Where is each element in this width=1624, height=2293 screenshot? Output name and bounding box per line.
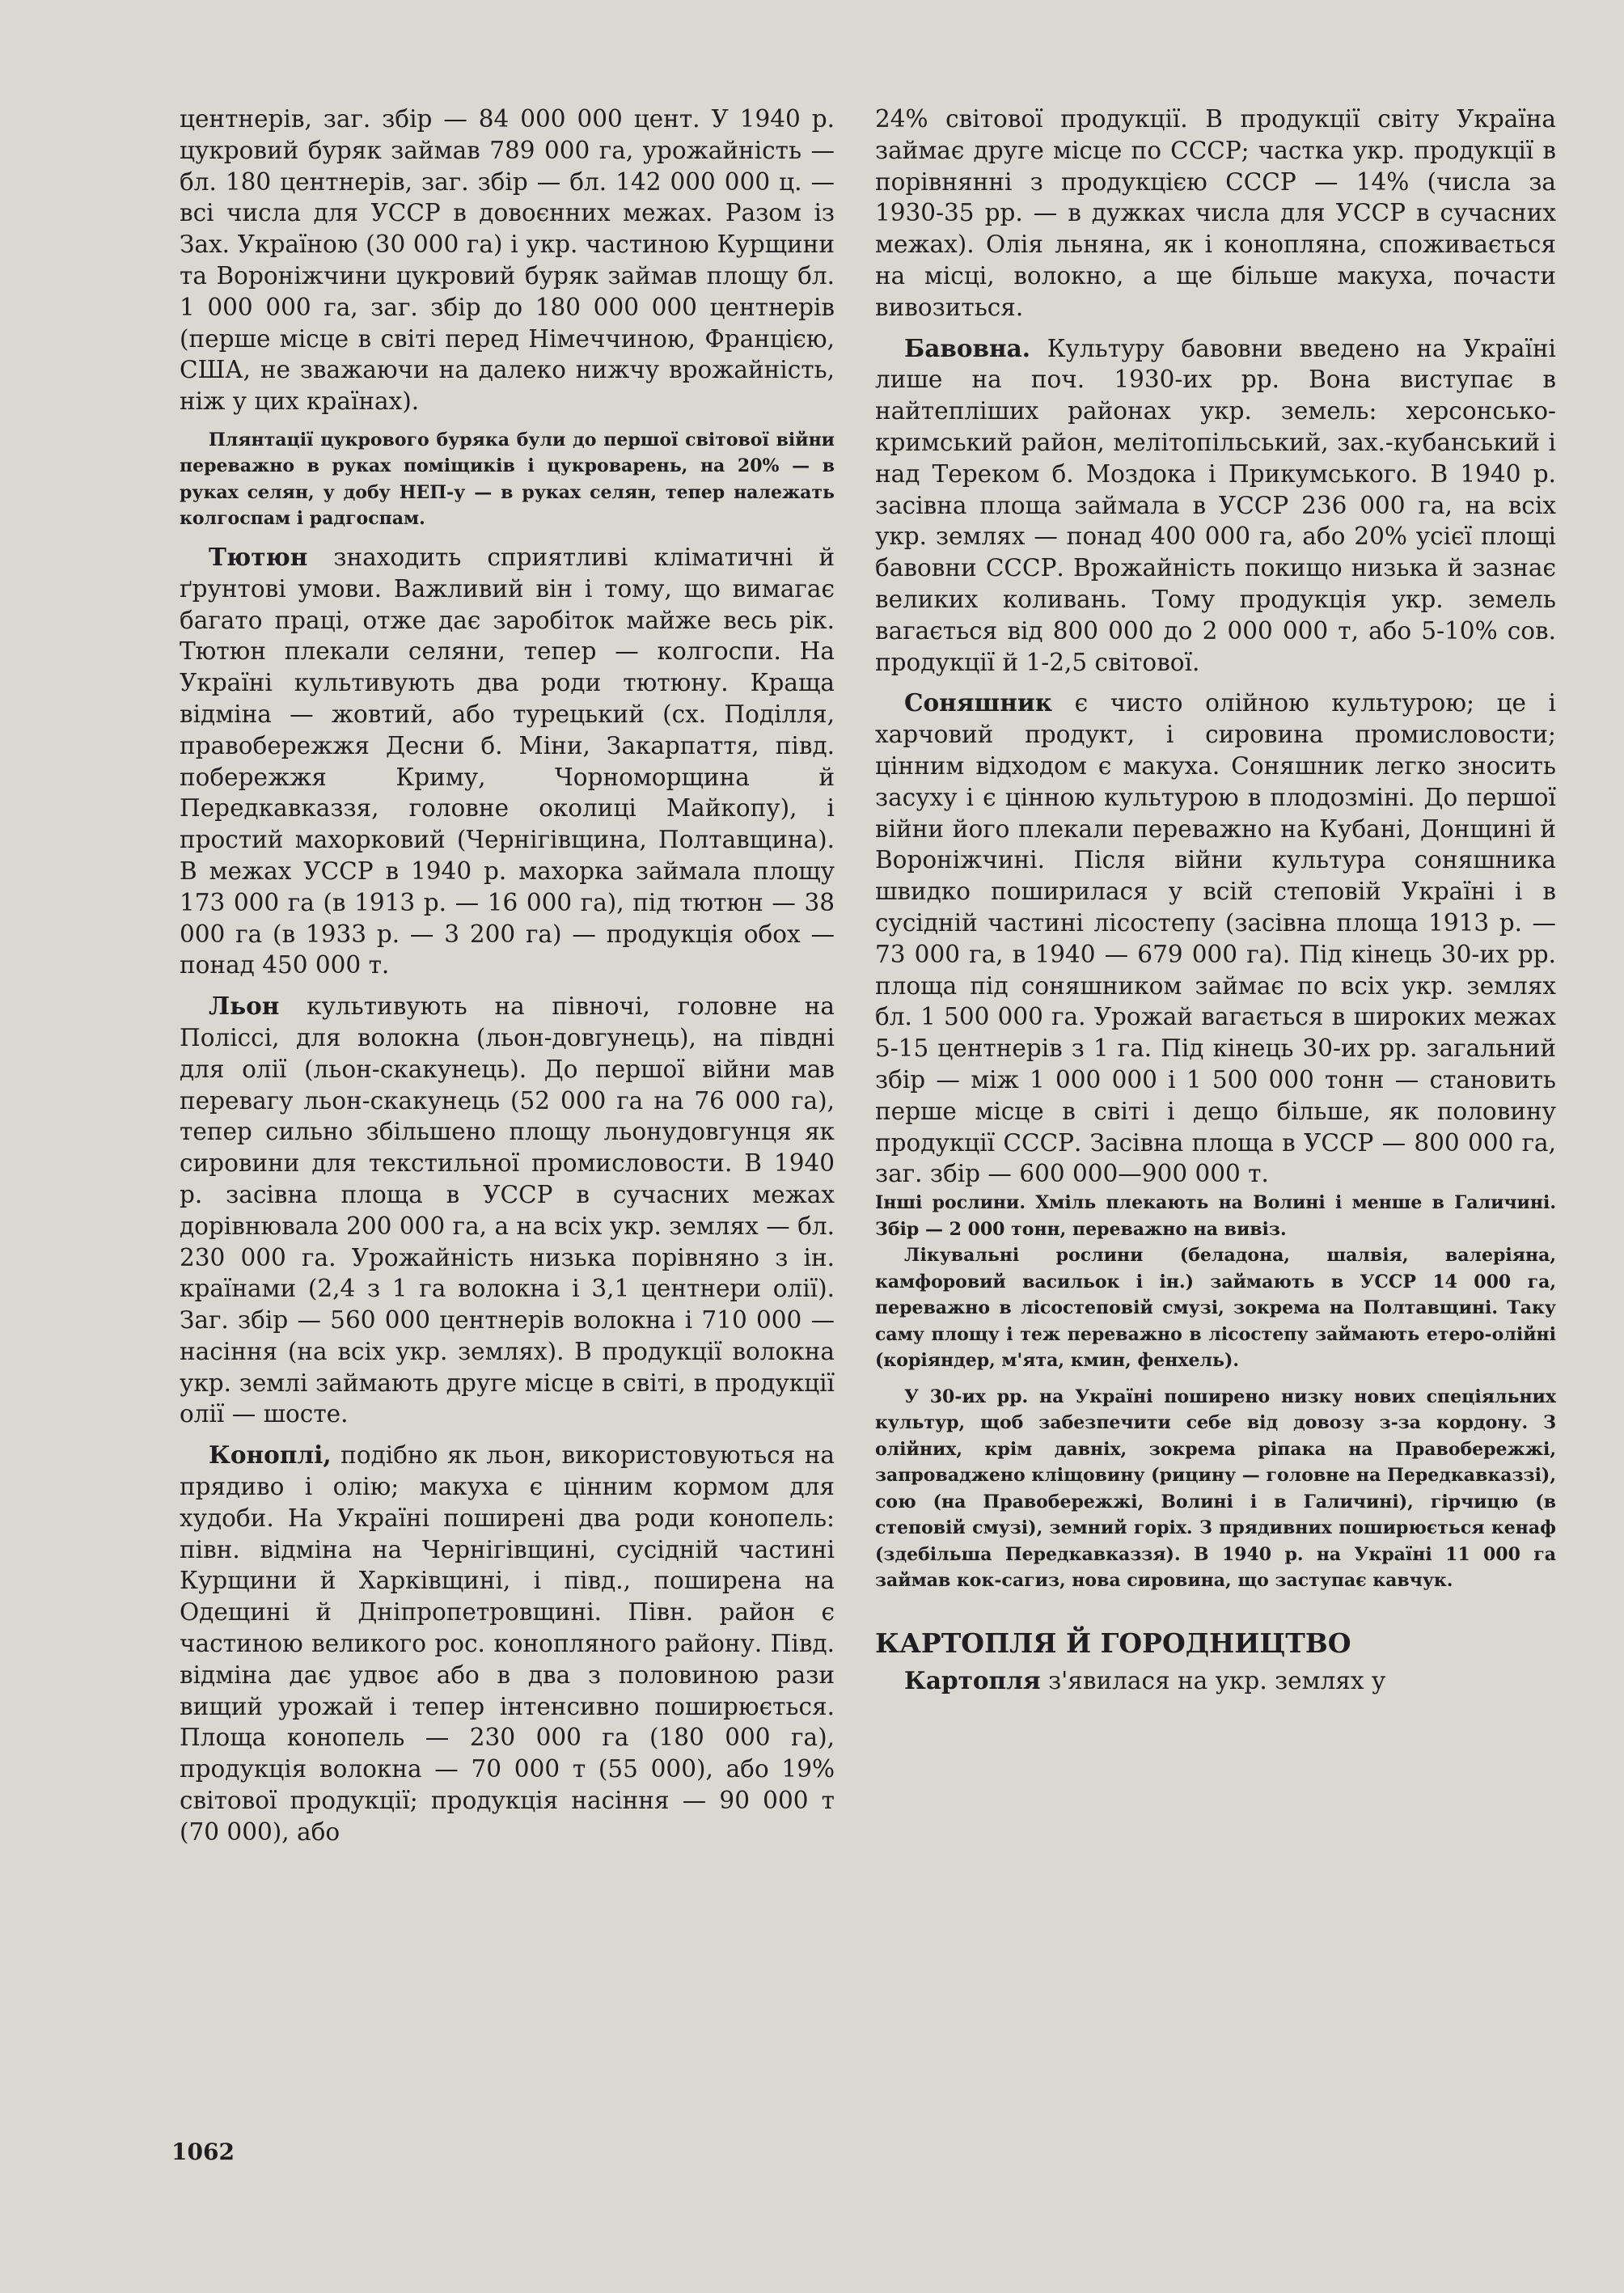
paragraph-sugar-beet-end: центнерів, заг. збір — 84 000 000 цент. У 1940 р. цукровий буряк займав 789 000 га, урожайність — бл. 180 центнерів, заг. збір — бл. 142 000 000 ц. — всі числа для УССР в довоєнних межах. Разом із Зах. Україною (30 000 га) і укр. частиною Курщини та Вороніжчини цукровий буряк займав площу бл. 1 000 000 га, заг. збір до 180 000 000 центнерів (перше місце в світі перед Німеччиною, Францією, США, не зважаючи на далеко нижчу врожайність, ніж у цих країнах). bbox=[180, 105, 835, 416]
term-cotton: Бавовна. bbox=[904, 333, 1030, 362]
paragraph-potato-start: Картопля з'явилася на укр. землях у bbox=[904, 1665, 1386, 1694]
note-sugar-plantations: Плянтації цукрового буряка були до першої світової війни переважно в руках поміщиків і цукроварень, на 20% — в руках селян, у добу НЕП-у — в руках селян, тепер належать колгоспам і радгоспам. bbox=[180, 429, 835, 530]
paragraph-tobacco: Тютюн знаходить сприятливі кліматичні й ґрунтові умови. Важливий він і тому, що вимагає багато праці, отже дає заробіток майже весь рік. Тютюн плекали селяни, тепер — колгоспи. На Україні культивують два роди тютюну. Краща відміна — жовтий, або турецький (сх. Поділля, правобережжя Десни б. Міни, Закарпаття, півд. побережжя Криму, Чорноморщина й Передкавказзя, головне околиці Майкопу), і простий махорковий (Чернігівщина, Полтавщина). В межах УССР в 1940 р. махорка займала площу 173 000 га (в 1913 р. — 16 000 га), під тютюн — 38 000 га (в 1933 р. — 3 200 га) — продукція обох — понад 450 000 т. bbox=[180, 542, 835, 979]
term-other-plants: Інші рослини. bbox=[875, 1192, 1026, 1214]
paragraph-cotton: Бавовна. Культуру бавовни введено на Україні лише на поч. 1930-их рр. Вона виступає в найтепліших районах укр. земель: херсонсько-кримський район, мелітопільський, зах.-кубанський і над Тереком б. Моздока і Прикумського. В 1940 р. засівна площа займала в УССР 236 000 га, на всіх укр. землях — понад 400 000 га, або 20% усієї площі бавовни СССР. Врожайність покищо низька й зазнає великих коливань. Тому продукція укр. земель вагається від 800 000 до 2 000 000 т, або 5-10% сов. продукції й 1-2,5 світової. bbox=[875, 333, 1556, 676]
note-other-plants: Інші рослини. Хміль плекають на Волині і менше в Галичині. Збір — 2 000 тонн, переважно на вивіз. bbox=[875, 1192, 1556, 1240]
term-potato: Картопля bbox=[904, 1665, 1041, 1694]
paragraph-hemp-continued: 24% світової продукції. В продукції світу Україна займає друге місце по СССР; частка укр. продукції в порівнянні з продукцією СССР — 14% (числа за 1930-35 рр. — в дужках числа для УССР в сучасних межах). Олія льняна, як і конопляна, споживається на місці, волокно, а ще більше макуха, почасти вивозиться. bbox=[875, 105, 1556, 321]
paragraph-sunflower: Соняшник є чисто олійною культурою; це і харчовий продукт, і сировина промисловости; цінним відходом є макуха. Соняшник легко зносить засуху і є цінною культурою в плодозміні. До першої війни його плекали переважно на Кубані, Донщині й Вороніжчині. Після війни культура соняшника швидко поширилася у всій степовій Україні і в сусідній частині лісостепу (засівна площа 1913 р. — 73 000 га, в 1940 — 679 000 га). Під кінець 30-их рр. площа під соняшником займає по всіх укр. землях бл. 1 500 000 га. Урожай вагається в широких межах 5-15 центнерів з 1 га. Під кінець 30-их рр. загальний збір — між 1 000 000 і 1 500 000 тонн — становить перше місце в світі і дещо більше, як половину продукції СССР. Засівна площа в УССР — 800 000 га, заг. збір — 600 000—900 000 т. bbox=[875, 688, 1556, 1188]
page-number: 1062 bbox=[171, 2139, 235, 2165]
term-hemp: Коноплі, bbox=[209, 1441, 332, 1470]
term-sunflower: Соняшник bbox=[904, 688, 1053, 717]
term-flax: Льон bbox=[209, 992, 280, 1021]
left-column bbox=[180, 104, 835, 1848]
note-special-cultures: У 30-их рр. на Україні поширено низку нових спеціяльних культур, щоб забезпечити себе від довозу з-за кордону. З олійних, крім давніх, зокрема ріпака на Правобережжі, запроваджено кліщовину (рицину — головне на Передкавказзі), сою (на Правобережжі, Волині і в Галичині), гірчицю (в степовій смузі), земний горіх. З прядивних поширюється кенаф (здебільша Передкавказзя). В 1940 р. на Україні 11 000 га займав кок-сагиз, нова сировина, що заступає кавчук. bbox=[875, 1386, 1556, 1592]
paragraph-flax: Льон культивують на півночі, головне на Поліссі, для волокна (льон-довгунець), на півдні для олії (льон-скакунець). До першої війни мав перевагу льон-скакунець (52 000 га на 76 000 га), тепер сильно збільшено площу льонудовгунця як сировини для текстильної промисловости. В 1940 р. засівна площа в УССР в сучасних межах дорівнювала 200 000 га, а на всіх укр. землях — бл. 230 000 га. Урожайність низька порівняно з ін. країнами (2,4 з 1 га волокна і 3,1 центнери олії). Заг. збір — 560 000 центнерів волокна і 710 000 — насіння (на всіх укр. землях). В продукції волокна укр. землі займають друге місце в світі, в продукції олії — шосте. bbox=[180, 992, 835, 1428]
paragraph-hemp: Коноплі, подібно як льон, використовуються на прядиво і олію; макуха є цінним кормом для худоби. На Україні поширені два роди конопель: півн. відміна на Чернігівщині, сусідній частині Курщини й Харківщині, і півд., поширена на Одещині й Дніпропетровщині. Півн. район є частиною великого рос. конопляного району. Півд. відміна дає удвоє або в два з половиною рази вищий урожай і тепер інтенсивно поширюється. Площа конопель — 230 000 га (180 000 га), продукція волокна — 70 000 т (55 000), або 19% світової продукції; продукція насіння — 90 000 т (70 000), або bbox=[180, 1441, 835, 1846]
term-tobacco: Тютюн bbox=[209, 542, 308, 571]
right-column bbox=[875, 104, 1556, 1696]
note-medicinal-plants: Лікувальні рослини (беладона, шалвія, валеріяна, камфоровий васильок і ін.) займають в УССР 14 000 га, переважно в лісостеповій смузі, зокрема на Полтавщині. Таку саму площу і теж переважно в лісостепу займають етеро-олійні (коріяндер, м'ята, кмин, фенхель). bbox=[875, 1245, 1556, 1372]
section-heading-potato-gardening: КАРТОПЛЯ Й ГОРОДНИЦТВО bbox=[875, 1627, 1351, 1659]
